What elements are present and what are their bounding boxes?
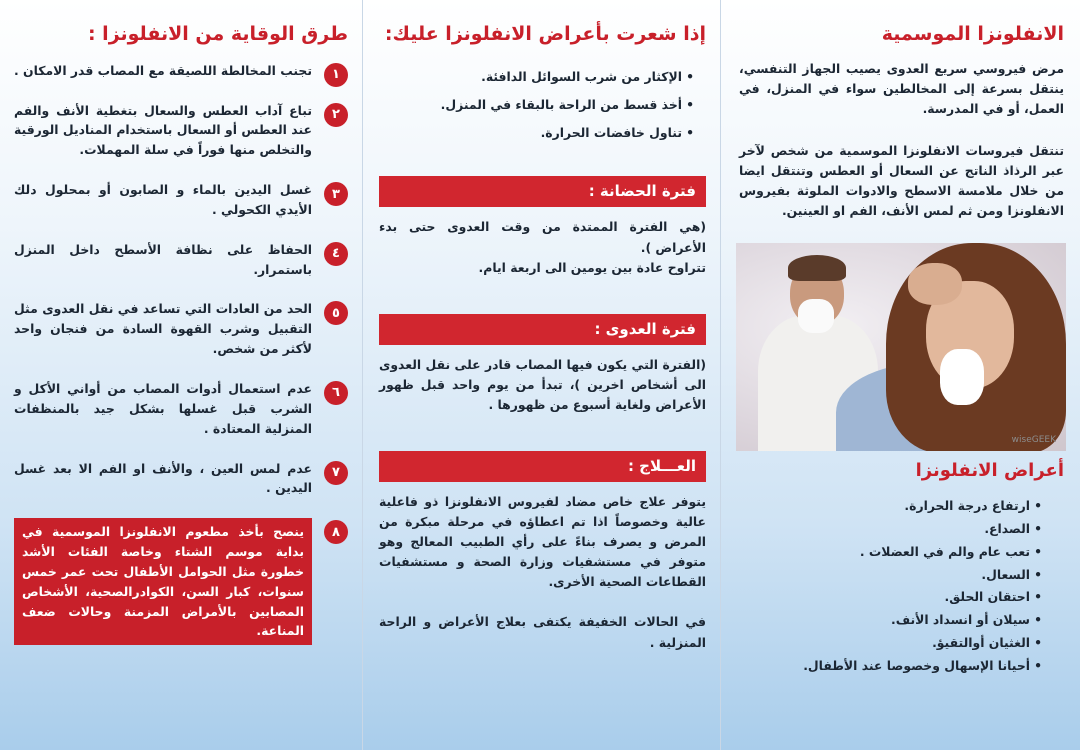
- vaccine-advice-text: ينصح بأخذ مطعوم الانفلونزا الموسمية في بداية موسم الشتاء وخاصة الفئات الأشد خطورة مثل الحوامل الأطفال تحت عمر خمس سنوات، كبار السن، الكوادرالصحية، الأشخاص المصابين بالأمراض المزمنة وحالات ضعف المناعة.: [14, 518, 312, 645]
- step-text: غسل اليدين بالماء و الصابون أو بمحلول دلك الأيدي الكحولي .: [14, 182, 312, 217]
- step-number-badge: ٨: [324, 520, 348, 544]
- incubation-duration: تتراوح عادة بين يومين الى اربعة ايام.: [478, 259, 706, 275]
- contagion-text: (الفترة التي يكون فيها المصاب قادر على نقل العدوى الى أشخاص اخرين )، تبدأ من يوم واحد قبل ظهور الأعراض ولغاية أسبوع من ظهورها .: [379, 356, 706, 412]
- list-item: • أخذ قسط من الراحة بالبقاء في المنزل.: [379, 91, 694, 119]
- incubation-definition: (هي الفترة الممتدة من وقت العدوى حتى بدء الأعراض ).: [379, 219, 706, 255]
- treatment-text: يتوفر علاج خاص مضاد لفيروس الانفلونزا ذو فاعلية عالية وخصوصاً اذا تم اعطاؤه في مرحلة مبكرة من المرض و يصرف بناءً على رأي الطبيب المعالج وهو متوفر في مستشفيات وزارة الصحة و مستشفيات القطاعات الصحية الأخرى.: [379, 493, 706, 590]
- list-item: • الصداع.: [739, 518, 1042, 541]
- step-text: الحد من العادات التي تساعد في نقل العدوى مثل التقبيل وشرب القهوة السادة من فنجان واحد لأكثر من شخص.: [14, 301, 312, 357]
- treatment-header: العـــلاج :: [379, 451, 706, 482]
- step-number-badge: ٧: [324, 461, 348, 485]
- step-text: عدم استعمال أدوات المصاب من أواني الأكل و الشرب قبل غسلها بشكل جيد بالمنظفات المنزلية المعتادة .: [14, 380, 312, 436]
- mild-cases-text: في الحالات الخفيفة يكتفى بعلاج الأعراض و الراحة المنزلية .: [379, 614, 706, 650]
- if-symptoms-title: إذا شعرت بأعراض الانفلونزا عليك:: [384, 23, 706, 45]
- panel-seasonal-flu: [720, 0, 1080, 750]
- incubation-header: فترة الحضانة :: [379, 176, 706, 207]
- contagion-header: فترة العدوى :: [379, 314, 706, 345]
- symptoms-title: أعراض الانفلونزا: [915, 460, 1064, 482]
- prevention-step: [14, 299, 348, 359]
- list-item: • سيلان أو انسداد الأنف.: [739, 609, 1042, 632]
- panel-prevention: [0, 0, 362, 750]
- prevention-step: [14, 101, 348, 161]
- flu-transmission-text: تنتقل فيروسات الانفلونزا الموسمية من شخص لآخر عبر الرذاذ الناتج عن السعال أو العطس وتنتقل ايضا من خلال ملامسة الاسطح والادوات الملوثة بفيروس الانفلونزا ومن ثم لمس الأنف، الفم او العينين.: [739, 142, 1064, 219]
- step-text: تباع آداب العطس والسعال بتغطية الأنف والفم عند العطس أو السعال باستخدام المناديل الورقية والتخلص منها فوراً في سلة المهملات.: [14, 102, 312, 158]
- prevention-step-vaccine: [14, 518, 348, 645]
- sick-people-photo: [736, 243, 1066, 451]
- list-item: • الإكثار من شرب السوائل الدافئة.: [379, 63, 694, 91]
- step-number-badge: ٥: [324, 301, 348, 325]
- flu-definition-text: مرض فيروسي سريع العدوى يصيب الجهاز التنفسي، ينتقل بسرعة إلى المخالطين سواء في المنزل، في العمل، أو في المدرسة.: [739, 60, 1064, 116]
- prevention-step: [14, 459, 348, 499]
- step-number-badge: ٣: [324, 182, 348, 206]
- list-item: • تناول خافضات الحرارة.: [379, 119, 694, 147]
- prevention-step: [14, 61, 348, 81]
- step-number-badge: ١: [324, 63, 348, 87]
- prevention-step: [14, 180, 348, 220]
- list-item: • الغثيان أوالتقيؤ.: [739, 632, 1042, 655]
- list-item: • تعب عام والم في العضلات .: [739, 541, 1042, 564]
- step-text: الحفاظ على نظافة الأسطح داخل المنزل باستمرار.: [14, 241, 312, 277]
- step-number-badge: ٦: [324, 381, 348, 405]
- step-text: تجنب المخالطة اللصيقة مع المصاب قدر الامكان .: [14, 62, 312, 78]
- prevention-step: [14, 379, 348, 439]
- list-item: • احتقان الحلق.: [739, 586, 1042, 609]
- symptoms-list: [739, 495, 1064, 679]
- list-item: • أحيانا الإسهال وخصوصا عند الأطفال.: [739, 655, 1042, 678]
- care-list: [379, 63, 706, 147]
- seasonal-flu-title: الانفلونزا الموسمية: [881, 23, 1064, 45]
- prevention-title: طرق الوقاية من الانفلونزا :: [87, 23, 348, 45]
- photo-watermark: wiseGEEK: [1011, 435, 1056, 446]
- step-number-badge: ٢: [324, 103, 348, 127]
- list-item: • ارتفاع درجة الحرارة.: [739, 495, 1042, 518]
- step-text: عدم لمس العين ، والأنف او الفم الا بعد غسل اليدين .: [14, 460, 312, 496]
- list-item: • السعال.: [739, 564, 1042, 587]
- prevention-step: [14, 240, 348, 280]
- panel-if-symptoms: [362, 0, 720, 750]
- step-number-badge: ٤: [324, 242, 348, 266]
